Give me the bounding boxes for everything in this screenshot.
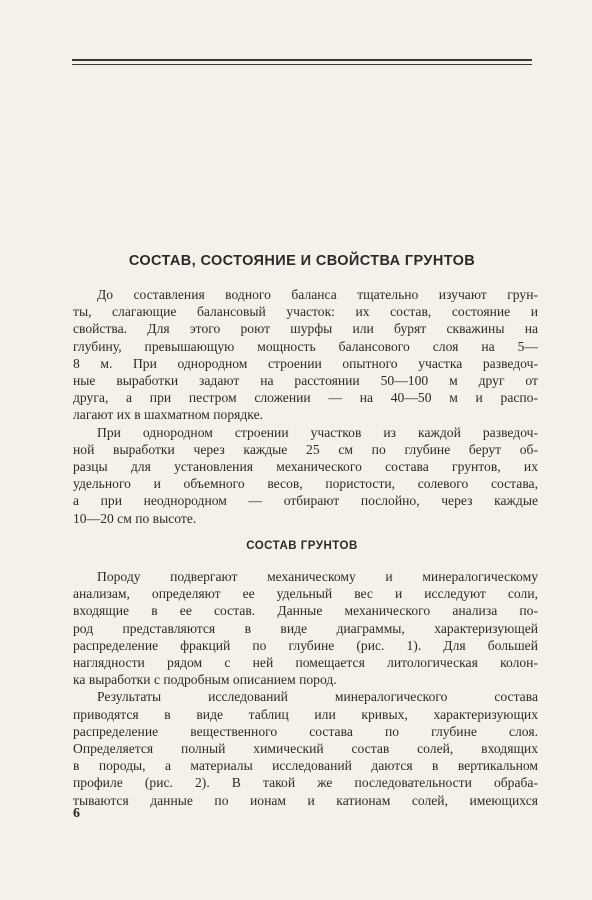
paragraph-2 [73,424,538,527]
text-line: входящие в ее состав. Данные механического анализа по- [73,603,538,619]
text-line: Породу подвергают механическому и минералогическому [97,569,538,584]
header-rule-thick [72,59,532,61]
text-line: тываются данные по ионам и катионам солей, имеющихся [73,792,538,808]
text-line: ные выработки задают на расстоянии 50—100 м друг от [73,373,538,389]
text-line: Определяется полный химический состав солей, входящих [73,741,538,757]
text-line: профиле (рис. 2). В такой же последовательности обраба- [73,775,538,791]
header-rule-thin [72,64,532,65]
text-line: друга, а при пестром сложении — на 40—50 м и распо- [73,390,538,406]
text-line: свойства. Для этого роют шурфы или бурят скважины на [73,321,538,337]
text-line: анализам, определяют ее удельный вес и исследуют соли, [73,586,538,602]
text-line: распределение фракций по глубине (рис. 1). Для большей [73,637,538,653]
text-line: ка выработки с подробным описанием пород. [73,672,337,688]
text-line: наглядности рядом с ней помещается литологическая колон- [73,655,538,671]
paragraph-4 [73,688,538,808]
text-line: удельного и объемного весов, пористости, солевого состава, [73,476,538,492]
text-line: а при неоднородном — отбирают послойно, через каждые [73,493,538,509]
text-line: род представляются в виде диаграммы, характеризующей [73,620,538,636]
text-line: 10—20 см по высоте. [73,510,197,526]
text-line: приводятся в виде таблиц или кривых, характеризующих [73,706,538,722]
text-line: в породы, а материалы исследований даются в вертикальном [73,758,538,774]
text-line: распределение вещественного состава по глубине слоя. [73,723,538,739]
text-line: лагают их в шахматном порядке. [73,407,264,423]
text-line: ты, слагающие балансовый участок: их состав, состояние и [73,304,538,320]
text-line: 8 м. При однородном строении опытного участка разведоч- [73,355,538,371]
text-line: Результаты исследований минералогического состава [97,689,538,705]
soil-composition-section [73,568,538,809]
page-number: 6 [73,806,80,821]
section-heading: СОСТАВ ГРУНТОВ [246,540,358,552]
paragraph-3 [73,568,538,688]
intro-section [73,286,538,527]
text-line: ной выработки через каждые 25 см по глубине берут об- [73,441,538,457]
text-line: При однородном строении участков из каждой разведоч- [97,424,538,440]
text-line: До составления водного баланса тщательно изучают грун- [97,287,538,302]
text-line: разцы для установления механического состава грунтов, их [73,459,538,475]
text-line: глубину, превышающую мощность балансового слоя на 5— [73,338,538,354]
chapter-title: СОСТАВ, СОСТОЯНИЕ И СВОЙСТВА ГРУНТОВ [128,253,476,269]
paragraph-1 [73,286,538,424]
